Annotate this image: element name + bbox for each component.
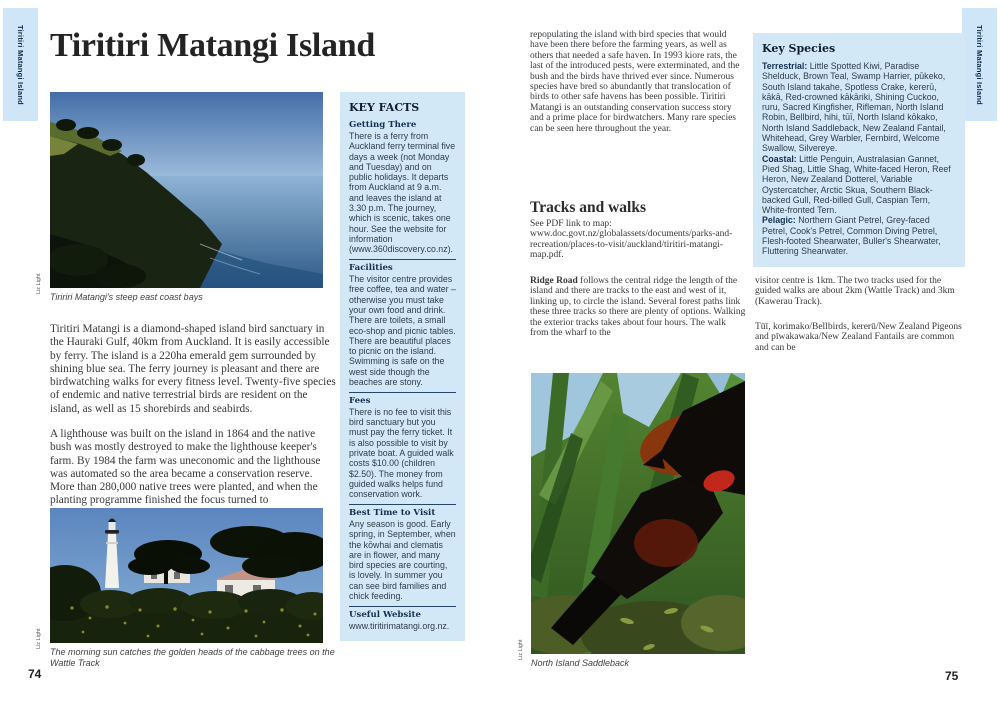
photo-credit: Liz Light: [36, 628, 42, 649]
common-birds-paragraph: Tūī, korimako/Bellbirds, kererū/New Zealand Pigeons and pīwakawaka/New Zealand Fantails are common and can be: [755, 322, 962, 353]
tracks-detail-paragraph: visitor centre is 1km. The two tracks used for the guided walks are about 2km (Wattle Track) and 3km (Kawerau Track).: [755, 276, 955, 307]
key-facts-section: Getting There There is a ferry from Auckland ferry terminal five days a week (not Monday and Tuesday) and on public holidays. It departs from Auckland at 9 a.m. and leaves the island at 3.30 p.m. The journey, which is scenic, takes one hour. See the website for information (www.360discovery.co.nz).: [349, 120, 456, 255]
key-species-terrestrial: Terrestrial: Little Spotted Kiwi, Paradise Shelduck, Brown Teal, Swamp Harrier, pūkeko, South Island takahe, Spotless Crake, kererū, kākā, Red-crowned kākāriki, Shining Cuckoo, ruru, Sacred Kingfisher, Rifleman, North Island Robin, Bellbird, hihi, tūī, North Island kōkako, North Island Saddleback, New Zealand Fantail, Whitehead, Grey Warbler, Fernbird, Welcome Swallow, Silvereye.: [762, 61, 946, 154]
ridge-road-lead: Ridge Road: [530, 276, 578, 286]
photo-credit: Liz Light: [36, 273, 42, 294]
chapter-tab-label: Tiritiri Matangi Island: [16, 24, 25, 105]
tracks-and-walks-heading: Tracks and walks: [530, 199, 646, 216]
saddleback-photo-caption: North Island Saddleback: [531, 658, 630, 668]
chapter-tab-right: [962, 8, 997, 121]
lighthouse-photo-caption: The morning sun catches the golden heads of the cabbage trees on the Wattle Track: [50, 647, 335, 668]
saddleback-photo: [531, 373, 745, 654]
key-facts-section: Useful Website www.tiritirimatangi.org.nz.: [349, 609, 450, 631]
key-species-coastal: Coastal: Little Penguin, Australasian Gannet, Pied Shag, Little Shag, White-faced Heron, Reef Heron, New Zealand Dotterel, Variable Oystercatcher, Arctic Skua, Southern Black-backed Gull, Red-billed Gull, Caspian Tern, White-fronted Tern.: [762, 153, 951, 216]
map-link-paragraph: See PDF link to map: www.doc.govt.nz/globalassets/documents/parks-and-recreation/places-to-visit/auckland/tiritiri-matangi-map.pdf.: [530, 219, 733, 261]
key-facts-title: KEY FACTS: [349, 101, 420, 114]
divider: [349, 606, 456, 607]
history-paragraph: A lighthouse was built on the island in 1864 and the native bush was mostly destroyed to make the lighthouse keeper's farm. By 1984 the farm was uneconomic and the lighthouse was automated so the area became a conservation reserve. More than 280,000 native trees were planted, and when the planting programme finished the focus turned to: [50, 428, 321, 507]
coast-photo: [50, 92, 323, 288]
page-title: Tiritiri Matangi Island: [50, 27, 375, 64]
divider: [349, 392, 456, 393]
key-species-pelagic: Pelagic: Northern Giant Petrel, Grey-faced Petrel, Cook's Petrel, Common Diving Petrel, Flesh-footed Shearwater, Buller's Shearwater, Fluttering Shearwater.: [762, 215, 941, 257]
divider: [349, 259, 456, 260]
divider: [349, 504, 456, 505]
intro-paragraph: Tiritiri Matangi is a diamond-shaped island bird sanctuary in the Hauraki Gulf, 40km from Auckland. It is easily accessible by ferry. The island is a 220ha emerald gem surrounded by shining blue sea. The ferry journey is pleasant and there are birdwatching walks for every fitness level. Twenty-five species of endemic and native terrestrial birds are resident on the island, as well as 15 shorebirds and seabirds.: [50, 323, 336, 415]
page-number-left: 74: [28, 667, 42, 681]
coast-photo-caption: Tiririri Matangi's steep east coast bays: [50, 292, 203, 302]
photo-credit: Liz Light: [518, 639, 524, 660]
chapter-tab-left: [3, 8, 38, 121]
key-facts-section: Facilities The visitor centre provides free coffee, tea and water – otherwise you must take your own food and drink. There are toilets, a small eco-shop and picnic tables. There are beautiful places to picnic on the island. Swimming is safe on the west side though the beaches are stony.: [349, 263, 456, 388]
key-species-title: Key Species: [762, 42, 836, 55]
key-species-box: [753, 33, 965, 267]
key-facts-section: Best Time to Visit Any season is good. Early spring, in September, when the kōwhai and clematis are in flower, and many bird species are courting, is lovely. In summer you can see bird families and chick feeding.: [349, 508, 456, 602]
ridge-road-paragraph: Ridge Road follows the central ridge the length of the island and there are tracks to the east and west of it, linking up, to circle the island. Several forest paths link these three tracks so there are plenty of options. Walking the exterior tracks takes about four hours. The walk from the wharf to the: [530, 276, 746, 339]
page-number-right: 75: [945, 669, 959, 683]
continuation-paragraph: repopulating the island with bird species that would have been there before the farming years, as well as others that needed a safe haven. In 1993 kiore rats, the last of the introduced pests, were exterminated, and the bush and the birds have thrived ever since. Numerous species have bred so abundantly that translocation of birds to other safe havens has been possible. Tiritiri Matangi is an outstanding conservation success story and a prime place for birdwatchers. Many rare species can be seen here throughout the year.: [530, 30, 740, 134]
key-facts-box: [340, 92, 465, 641]
lighthouse-photo: [50, 508, 323, 643]
key-facts-section: Fees There is no fee to visit this bird sanctuary but you must pay the ferry ticket. It is also possible to visit by private boat. A guided walk costs $10.00 (children $2.50). The money from guided walks helps fund conservation work.: [349, 395, 454, 500]
chapter-tab-label: Tiritiri Matangi Island: [975, 24, 984, 105]
